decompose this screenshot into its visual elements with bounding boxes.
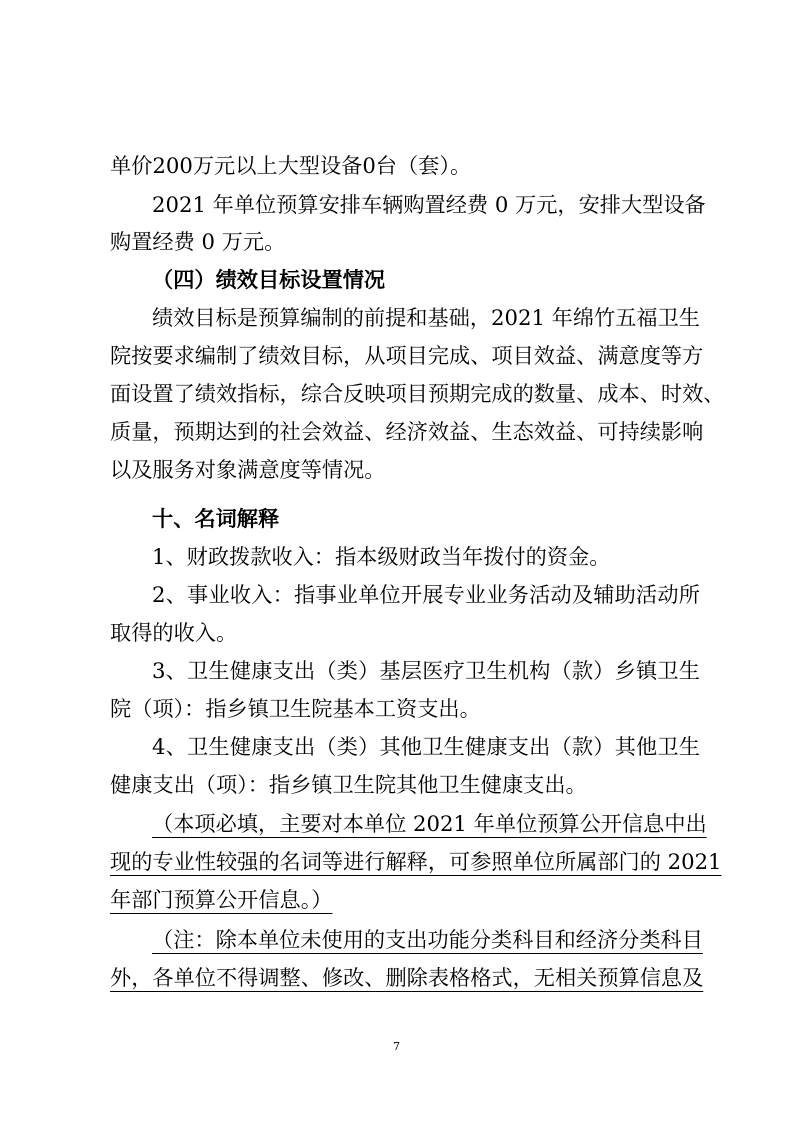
section-heading: 十、名词解释 (152, 506, 280, 531)
text-line: 2021 年单位预算安排车辆购置经费 0 万元，安排大型设备 (152, 192, 706, 217)
note-line: 现的专业性较强的名词等进行解释，可参照单位所属部门的 2021 (110, 849, 722, 874)
note-line: （注：除本单位未使用的支出功能分类科目和经济分类科目 (152, 927, 703, 952)
section-heading: （四）绩效目标设置情况 (152, 267, 386, 292)
text-line: 取得的收入。 (110, 620, 238, 645)
text-line: 质量，预期达到的社会效益、经济效益、生态效益、可持续影响 (110, 419, 704, 444)
text-line: 4、卫生健康支出（类）其他卫生健康支出（款）其他卫生 (152, 734, 700, 759)
text-line: 1、财政拨款收入：指本级财政当年拨付的资金。 (152, 544, 611, 569)
text-line: 购置经费 0 万元。 (110, 229, 286, 254)
note-line: 年部门预算公开信息。） (110, 887, 333, 912)
text-line: 院按要求编制了绩效目标，从项目完成、项目效益、满意度等方 (110, 343, 704, 368)
text-line: 3、卫生健康支出（类）基层医疗卫生机构（款）乡镇卫生 (152, 658, 700, 683)
text-line: 2、事业收入：指事业单位开展专业业务活动及辅助活动所 (152, 582, 700, 607)
note-line: （本项必填，主要对本单位 2021 年单位预算公开信息中出 (152, 811, 707, 836)
text-line: 面设置了绩效指标，综合反映项目预期完成的数量、成本、时效、 (110, 381, 725, 406)
text-line: 院（项）：指乡镇卫生院基本工资支出。 (110, 696, 481, 721)
text-line: 绩效目标是预算编制的前提和基础，2021 年绵竹五福卫生 (152, 305, 700, 330)
text-line: 单价200万元以上大型设备0台（套）。 (110, 153, 472, 178)
text-line: 健康支出（项）：指乡镇卫生院其他卫生健康支出。 (110, 772, 587, 797)
page-number: 7 (393, 1040, 400, 1053)
note-line: 外，各单位不得调整、修改、删除表格格式，无相关预算信息及 (110, 965, 704, 990)
text-line: 以及服务对象满意度等情况。 (110, 457, 386, 482)
